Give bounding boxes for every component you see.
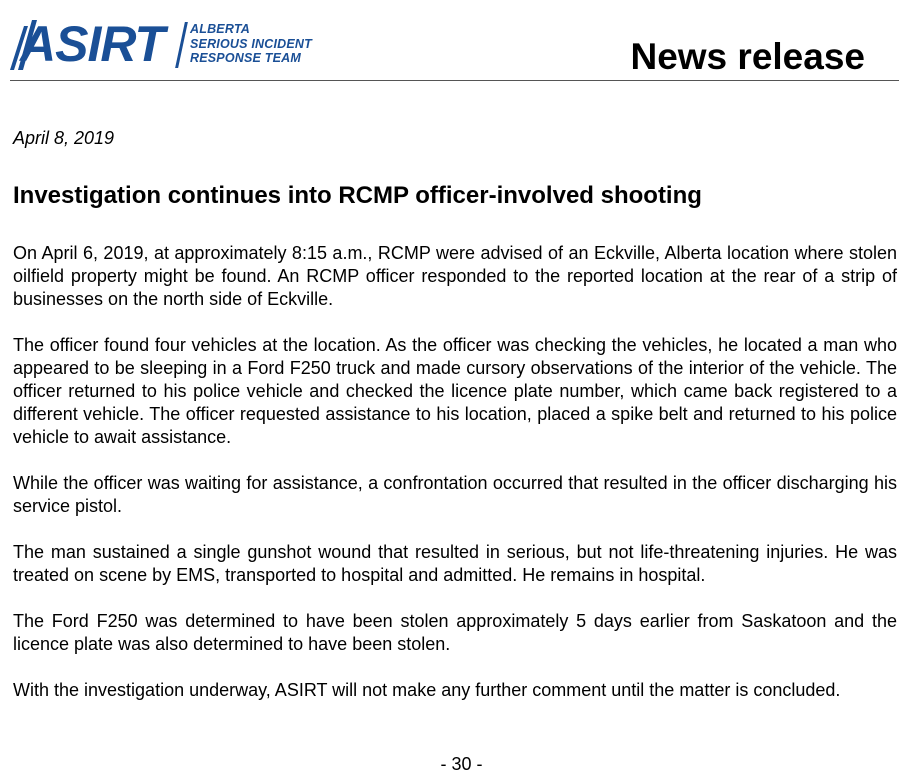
logo-subtitle-line: RESPONSE TEAM bbox=[190, 51, 301, 65]
body-paragraph: The officer found four vehicles at the location. As the officer was checking the vehicles, he located a man who appeared to be sleeping in a Ford F250 truck and made cursory observations of the interior of the vehicle. The officer returned to his police vehicle and checked the licence plate number, which came back registered to a different vehicle. The officer requested assistance to his location, placed a spike belt and returned to his police vehicle to await assistance. bbox=[13, 335, 897, 447]
body-paragraph: While the officer was waiting for assistance, a confrontation occurred that resulted in the officer discharging his service pistol. bbox=[13, 473, 897, 516]
logo-subtitle-line: SERIOUS INCIDENT bbox=[190, 36, 312, 51]
logo-wordmark: ASIRT bbox=[20, 16, 165, 72]
logo-subtitle-line: ALBERTA bbox=[190, 22, 250, 36]
page-number: - 30 - bbox=[440, 754, 483, 774]
release-body bbox=[13, 242, 897, 725]
page-header bbox=[0, 0, 923, 84]
body-paragraph: The man sustained a single gunshot wound that resulted in serious, but not life-threatening injuries. He was treated on scene by EMS, transported to hospital and admitted. He remains in hospital. bbox=[13, 542, 897, 585]
body-paragraph: With the investigation underway, ASIRT will not make any further comment until the matter is concluded. bbox=[13, 680, 841, 700]
logo-subtitle bbox=[190, 22, 312, 66]
asirt-logo bbox=[10, 14, 315, 72]
body-paragraph: The Ford F250 was determined to have been stolen approximately 5 days earlier from Saskatoon and the licence plate was also determined to have been stolen. bbox=[13, 611, 897, 654]
release-date: April 8, 2019 bbox=[13, 128, 115, 148]
release-headline: Investigation continues into RCMP officer-involved shooting bbox=[13, 182, 702, 209]
logo-divider bbox=[175, 22, 188, 68]
news-release-title: News release bbox=[630, 36, 865, 77]
body-paragraph: On April 6, 2019, at approximately 8:15 a.m., RCMP were advised of an Eckville, Alberta location where stolen oilfield property might be found. An RCMP officer responded to the reported location at the rear of a strip of businesses on the north side of Eckville. bbox=[13, 243, 897, 309]
header-divider bbox=[10, 80, 899, 81]
